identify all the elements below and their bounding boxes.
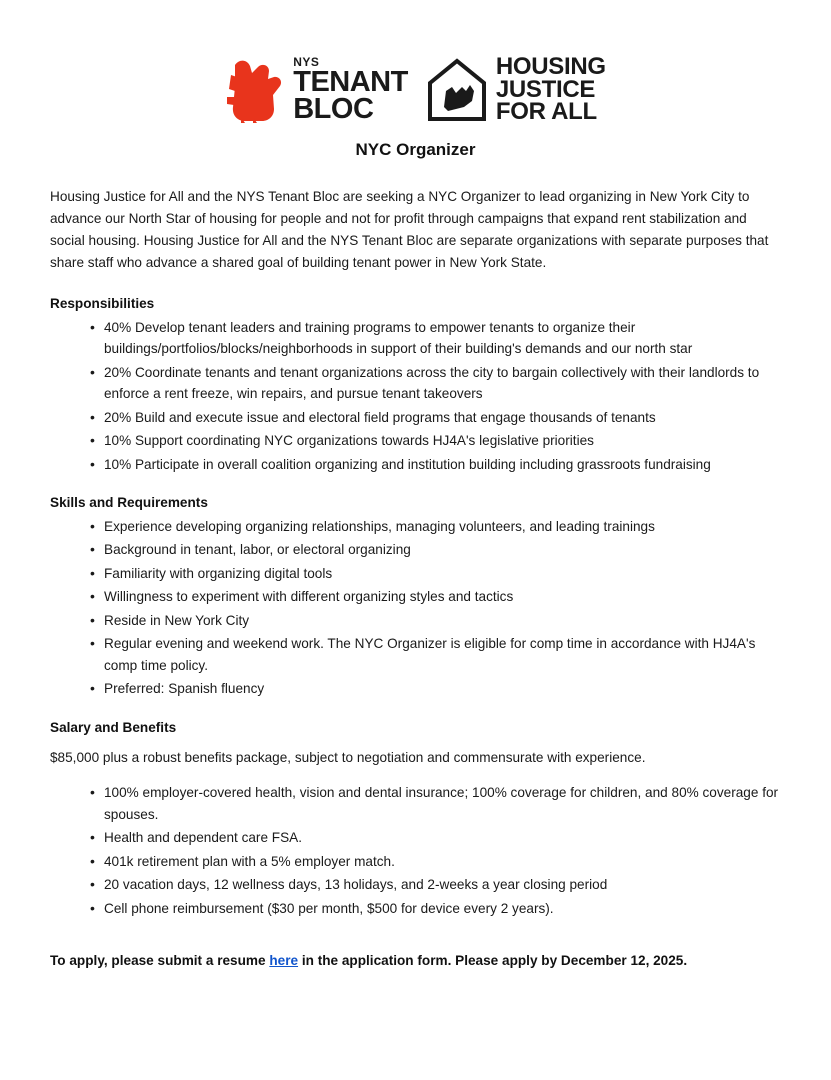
housing-justice-logo (426, 53, 606, 126)
tenant-bloc-bloc-text: BLOC (293, 92, 374, 125)
responsibilities-list (50, 317, 781, 475)
list-item: • Reside in New York City (90, 610, 781, 631)
hjfa-line-2: JUSTICE (495, 75, 596, 103)
list-item: • Preferred: Spanish fluency (90, 678, 781, 699)
tenant-bloc-fist-icon (225, 57, 287, 123)
house-new-york-state-icon (426, 57, 488, 123)
hjfa-line-1: HOUSING (495, 53, 606, 80)
list-item: • Background in tenant, labor, or electoral organizing (90, 539, 781, 560)
benefits-list (50, 782, 781, 919)
salary-heading: Salary and Benefits (50, 719, 177, 735)
list-item: • 10% Participate in overall coalition organizing and institution building including grassroots fundraising (90, 454, 781, 475)
skills-heading: Skills and Requirements (50, 494, 208, 510)
list-item: • Cell phone reimbursement ($30 per month, $500 for device every 2 years). (90, 898, 781, 919)
tenant-bloc-wordmark (293, 55, 408, 125)
list-item: • 40% Develop tenant leaders and training programs to empower tenants to organize their buildings/portfolios/blocks/neighborhoods in support of their building's demands and our north star (90, 317, 781, 360)
list-item: • 10% Support coordinating NYC organizations towards HJ4A's legislative priorities (90, 430, 781, 451)
list-item: • 100% employer-covered health, vision and dental insurance; 100% coverage for children, and 80% coverage for spouses. (90, 782, 781, 825)
apply-text-after: in the application form. Please apply by December 12, 2025. (298, 953, 688, 969)
nys-tenant-bloc-logo (225, 57, 408, 123)
list-item: • Willingness to experiment with different organizing styles and tactics (90, 586, 781, 607)
tenant-bloc-tenant-text: TENANT (293, 66, 408, 99)
application-form-link[interactable]: here (269, 953, 299, 969)
apply-text-before: To apply, please submit a resume (50, 953, 270, 969)
apply-instructions (50, 953, 781, 968)
list-item: • Familiarity with organizing digital tools (90, 563, 781, 584)
list-item: • Experience developing organizing relationships, managing volunteers, and leading trainings (90, 516, 781, 537)
tenant-bloc-nys-text: NYS (293, 55, 320, 70)
list-item: • 20 vacation days, 12 wellness days, 13 holidays, and 2-weeks a year closing period (90, 874, 781, 895)
list-item: • 20% Coordinate tenants and tenant organizations across the city to bargain collectively with their landlords to enforce a rent freeze, win repairs, and pursue tenant takeovers (90, 362, 781, 405)
list-item: • 401k retirement plan with a 5% employer match. (90, 851, 781, 872)
list-item: • Health and dependent care FSA. (90, 827, 781, 848)
hjfa-line-3: FOR ALL (495, 98, 597, 126)
responsibilities-heading: Responsibilities (50, 295, 155, 311)
intro-paragraph: Housing Justice for All and the NYS Tenant Bloc are seeking a NYC Organizer to lead organizing in New York City to advance our North Star of housing for people and not for profit through campaigns that expand rent stabilization and social housing. Housing Justice for All and the NYS Tenant Bloc are separate organizations with separate purposes that share staff who advance a shared goal of building tenant power in New York State. (50, 188, 769, 270)
skills-list (50, 516, 781, 700)
salary-summary: $85,000 plus a robust benefits package, subject to negotiation and commensurate with experience. (50, 749, 646, 765)
housing-justice-wordmark (495, 53, 606, 126)
logo-row (50, 53, 781, 126)
page-title: NYC Organizer (355, 139, 476, 159)
list-item: • Regular evening and weekend work. The NYC Organizer is eligible for comp time in accordance with HJ4A's comp time policy. (90, 633, 781, 676)
list-item: • 20% Build and execute issue and electoral field programs that engage thousands of tenants (90, 407, 781, 428)
